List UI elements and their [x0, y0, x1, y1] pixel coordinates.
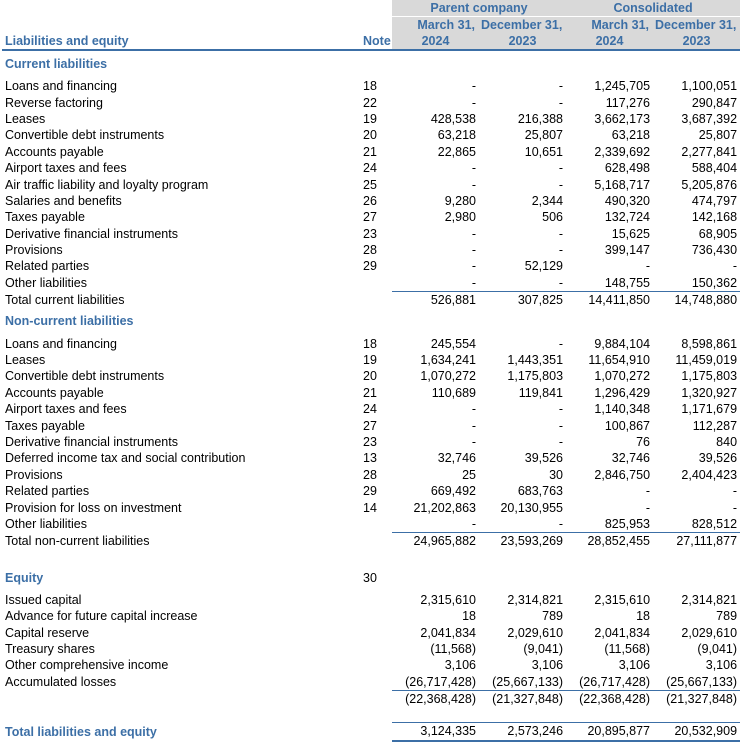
row-value: 2,315,610: [594, 592, 651, 607]
row-note: 24: [363, 161, 377, 176]
row-label: Accounts payable: [5, 144, 104, 159]
table-row: [2, 144, 740, 160]
current-liabilities-header: [2, 50, 740, 78]
row-value: -: [392, 516, 479, 533]
table-row: [2, 385, 740, 401]
col2-header: December 31,: [479, 17, 566, 34]
row-note: 18: [363, 336, 377, 351]
row-value: 490,320: [604, 193, 651, 208]
row-value: 2,029,610: [681, 625, 738, 640]
row-value: 76: [636, 435, 651, 449]
row-note: 28: [363, 467, 377, 482]
table-row: [2, 226, 740, 242]
table-title: Liabilities and equity: [2, 33, 357, 50]
row-value: 3,106: [531, 658, 564, 673]
row-value: 142,168: [691, 210, 738, 225]
row-label: Deferred income tax and social contribution: [5, 451, 246, 466]
row-value: 25: [462, 467, 476, 482]
col1-header: March 31,: [392, 17, 479, 34]
total-value: 28,852,455: [587, 534, 651, 549]
row-value: -: [645, 484, 651, 499]
row-value: 10,651: [524, 144, 564, 159]
row-value: 736,430: [691, 243, 738, 258]
table-row: [2, 94, 740, 110]
row-value: 9,884,104: [594, 336, 651, 351]
row-label: Other comprehensive income: [5, 658, 169, 673]
row-label: Accumulated losses: [5, 674, 117, 689]
row-note: 23: [363, 226, 377, 241]
row-value: 68,905: [698, 226, 738, 241]
table-row: [2, 78, 740, 94]
row-value: -: [471, 435, 476, 449]
table-row: [2, 417, 740, 433]
row-label: Provisions: [5, 243, 63, 258]
row-value: 18: [462, 609, 476, 624]
row-value: 22,865: [437, 144, 476, 159]
parent-company-header: Parent company: [392, 0, 566, 17]
row-value: 3,106: [705, 658, 738, 673]
row-value: -: [558, 161, 564, 176]
table-row: [2, 160, 740, 176]
row-value: 789: [542, 609, 564, 624]
col1-year: 2024: [392, 33, 479, 50]
table-row: [2, 242, 740, 258]
row-value: -: [558, 418, 564, 433]
row-value: 1,100,051: [681, 79, 738, 94]
row-value: 1,443,351: [507, 353, 564, 368]
row-value: 840: [716, 435, 738, 449]
row-value: -: [558, 226, 564, 241]
row-value: 1,070,272: [420, 369, 476, 384]
row-value: 21,202,863: [413, 500, 476, 515]
table-row: [2, 592, 740, 608]
row-value: 32,746: [437, 451, 476, 466]
row-value: 1,140,348: [594, 402, 651, 417]
table-row: [2, 450, 740, 466]
row-note: [357, 275, 392, 292]
row-label: Convertible debt instruments: [5, 128, 165, 143]
row-label: Capital reserve: [5, 625, 90, 640]
row-value: 39,526: [524, 451, 564, 466]
row-note: [357, 674, 392, 691]
row-value: 1,296,429: [594, 385, 651, 400]
section-title: Non-current liabilities: [5, 314, 134, 329]
table-row: [2, 624, 740, 640]
row-value: 112,287: [692, 418, 738, 433]
section-note: 30: [363, 571, 377, 586]
header-year-row: [2, 33, 740, 50]
row-label: Convertible debt instruments: [5, 369, 165, 384]
row-value: 2,314,821: [681, 592, 738, 607]
row-value: 25,807: [524, 128, 564, 143]
table-row: [2, 608, 740, 624]
row-value: 245,554: [430, 336, 476, 351]
row-note: [357, 608, 392, 624]
consolidated-header: Consolidated: [566, 0, 740, 17]
row-value: -: [471, 161, 476, 176]
row-note: [357, 624, 392, 640]
row-label: Airport taxes and fees: [5, 161, 127, 176]
row-label: Loans and financing: [5, 336, 117, 351]
noncurrent-liabilities-header: [2, 308, 740, 335]
row-value: 789: [716, 609, 738, 624]
total-label: Total liabilities and equity: [5, 724, 157, 739]
table-row: [2, 641, 740, 657]
row-value: -: [392, 275, 479, 292]
balance-sheet-table: [2, 0, 740, 742]
col2-year: 2023: [479, 33, 566, 50]
row-label: Taxes payable: [5, 418, 85, 433]
section-title: Current liabilities: [5, 57, 108, 71]
table-row: [2, 434, 740, 450]
row-value: -: [732, 484, 738, 499]
row-value: 150,362: [653, 275, 740, 292]
row-label: Other liabilities: [5, 276, 87, 291]
row-label: Provision for loss on investment: [5, 500, 182, 515]
total-label: [2, 690, 357, 707]
row-label: Related parties: [5, 484, 90, 499]
row-value: (9,041): [523, 641, 564, 656]
section-note: [357, 50, 392, 78]
row-value: 2,846,750: [594, 467, 651, 482]
row-label: Issued capital: [5, 592, 82, 607]
total-row: [2, 292, 740, 309]
row-note: 22: [363, 95, 377, 110]
total-value: 14,411,850: [588, 293, 651, 308]
row-note: 20: [363, 369, 377, 384]
total-value: 24,965,882: [413, 534, 476, 549]
row-value: -: [558, 243, 564, 258]
row-label: Accounts payable: [5, 385, 104, 400]
row-label: Other liabilities: [5, 517, 87, 532]
row-value: 39,526: [698, 451, 738, 466]
row-value: 216,388: [517, 111, 564, 126]
header-group-row: [2, 0, 740, 17]
row-value: 2,404,423: [681, 467, 738, 482]
row-value: -: [479, 516, 566, 533]
row-note: [357, 657, 392, 673]
col4-header: December 31,: [653, 17, 740, 34]
row-value: (9,041): [697, 641, 738, 656]
row-label: Airport taxes and fees: [5, 402, 127, 417]
row-note: 26: [363, 193, 377, 208]
row-value: 1,245,705: [594, 79, 651, 94]
row-value: 1,070,272: [594, 369, 651, 384]
table-row: [2, 499, 740, 515]
row-value: -: [471, 226, 476, 241]
col4-year: 2023: [653, 33, 740, 50]
row-value: (25,667,133): [653, 674, 740, 691]
row-note: 29: [363, 484, 377, 499]
table-row: [2, 193, 740, 209]
total-value: 23,593,269: [500, 534, 564, 549]
row-value: 2,315,610: [420, 592, 476, 607]
row-note: 20: [363, 128, 377, 143]
row-value: 1,320,927: [681, 385, 738, 400]
total-value: (22,368,428): [579, 692, 651, 707]
note-header: Note: [357, 33, 392, 50]
total-value: 526,881: [430, 293, 476, 308]
table-row: [2, 516, 740, 533]
table-row: [2, 657, 740, 673]
row-value: 25,807: [698, 128, 738, 143]
row-note: 19: [363, 353, 377, 368]
row-label: Air traffic liability and loyalty program: [5, 177, 209, 192]
row-value: 132,724: [604, 210, 651, 225]
table-row: [2, 258, 740, 274]
row-value: 2,041,834: [420, 625, 476, 640]
total-value: 20,532,909: [653, 723, 740, 741]
row-note: 24: [363, 402, 377, 417]
row-value: 399,147: [604, 243, 651, 258]
row-value: 290,847: [691, 95, 738, 110]
row-value: -: [732, 259, 738, 274]
col3-header: March 31,: [566, 17, 653, 34]
row-value: 2,344: [531, 193, 564, 208]
row-value: 3,106: [618, 658, 651, 673]
row-value: 3,662,173: [594, 111, 651, 126]
total-row: [2, 690, 740, 707]
row-value: 2,029,610: [507, 625, 564, 640]
row-label: Treasury shares: [5, 641, 95, 656]
row-value: 52,129: [524, 259, 564, 274]
row-value: 3,687,392: [681, 111, 738, 126]
row-value: 474,797: [691, 193, 738, 208]
total-value: 14,748,880: [674, 293, 738, 308]
table-row: [2, 674, 740, 691]
row-value: (11,568): [604, 641, 651, 656]
row-label: Advance for future capital increase: [5, 609, 198, 624]
row-value: 30: [549, 467, 564, 482]
section-note: [357, 308, 392, 335]
row-value: -: [558, 95, 564, 110]
table-row: [2, 467, 740, 483]
row-value: 18: [636, 609, 651, 624]
table-row: [2, 275, 740, 292]
table-row: [2, 127, 740, 143]
row-label: Taxes payable: [5, 210, 85, 225]
row-value: 825,953: [566, 516, 653, 533]
row-value: 8,598,861: [681, 336, 738, 351]
row-value: 2,339,692: [594, 144, 651, 159]
row-value: 9,280: [444, 193, 476, 208]
row-note: 18: [363, 79, 377, 94]
row-note: 29: [363, 259, 377, 274]
table-row: [2, 352, 740, 368]
row-value: 15,625: [611, 226, 651, 241]
row-value: -: [558, 435, 564, 449]
row-note: [357, 516, 392, 533]
equity-header: [2, 565, 740, 592]
row-label: Leases: [5, 111, 46, 126]
row-note: 28: [363, 243, 377, 258]
row-value: 117,276: [605, 95, 651, 110]
row-value: 828,512: [653, 516, 740, 533]
row-value: 1,634,241: [420, 353, 476, 368]
row-label: Derivative financial instruments: [5, 435, 178, 449]
row-value: -: [471, 79, 476, 94]
total-value: 2,573,246: [479, 723, 566, 741]
row-value: 32,746: [611, 451, 651, 466]
row-value: 669,492: [430, 484, 476, 499]
total-label: Total non-current liabilities: [5, 534, 150, 549]
row-value: 20,130,955: [500, 500, 564, 515]
table-row: [2, 111, 740, 127]
row-note: 21: [363, 385, 377, 400]
row-value: 3,106: [444, 658, 476, 673]
row-value: -: [471, 418, 476, 433]
row-value: (26,717,428): [566, 674, 653, 691]
row-value: -: [558, 177, 564, 192]
row-value: 2,277,841: [681, 144, 738, 159]
row-value: -: [732, 500, 738, 515]
row-value: -: [471, 243, 476, 258]
row-note: 21: [363, 144, 377, 159]
table-row: [2, 401, 740, 417]
row-value: 2,041,834: [594, 625, 651, 640]
row-value: -: [558, 336, 564, 351]
total-value: (22,368,428): [405, 692, 476, 707]
row-label: Loans and financing: [5, 79, 117, 94]
row-label: Salaries and benefits: [5, 193, 122, 208]
row-note: 23: [363, 435, 377, 449]
row-value: 1,175,803: [681, 369, 738, 384]
row-note: 13: [363, 451, 377, 466]
row-value: -: [471, 259, 476, 274]
total-value: 307,825: [517, 293, 564, 308]
row-label: Related parties: [5, 259, 90, 274]
row-label: Reverse factoring: [5, 95, 103, 110]
row-value: 1,171,679: [681, 402, 738, 417]
table-row: [2, 209, 740, 225]
row-value: -: [558, 402, 564, 417]
row-note: 27: [363, 418, 377, 433]
row-value: 2,980: [444, 210, 476, 225]
row-label: Provisions: [5, 467, 63, 482]
section-title: Equity: [5, 570, 44, 585]
row-value: -: [558, 79, 564, 94]
total-row: [2, 533, 740, 550]
total-row: [2, 723, 740, 741]
row-value: 5,205,876: [681, 177, 738, 192]
table-row: [2, 368, 740, 384]
col3-year: 2024: [566, 33, 653, 50]
row-value: -: [471, 177, 476, 192]
row-note: 25: [363, 177, 377, 192]
row-value: 2,314,821: [507, 592, 564, 607]
row-value: 588,404: [691, 161, 738, 176]
total-value: (21,327,848): [492, 692, 564, 707]
row-label: Leases: [5, 353, 46, 368]
row-value: 63,218: [611, 128, 651, 143]
row-label: Derivative financial instruments: [5, 226, 178, 241]
total-value: (21,327,848): [666, 692, 738, 707]
header-date-row: [2, 17, 740, 34]
row-note: 19: [363, 111, 377, 126]
row-value: (25,667,133): [479, 674, 566, 691]
row-value: 100,867: [604, 418, 651, 433]
row-value: 110,689: [431, 385, 476, 400]
row-value: 63,218: [437, 128, 476, 143]
table-row: [2, 483, 740, 499]
row-value: -: [471, 95, 476, 110]
row-value: 119,841: [518, 385, 564, 400]
row-note: 27: [363, 210, 377, 225]
table-row: [2, 176, 740, 192]
row-value: 11,459,019: [675, 353, 738, 368]
row-value: 428,538: [430, 111, 476, 126]
row-value: 5,168,717: [594, 177, 651, 192]
row-note: [357, 641, 392, 657]
row-value: 1,175,803: [507, 369, 564, 384]
row-value: -: [645, 259, 651, 274]
row-value: -: [479, 275, 566, 292]
row-value: -: [471, 402, 476, 417]
row-value: 506: [542, 210, 564, 225]
total-value: 27,111,877: [676, 534, 738, 549]
total-value: 3,124,335: [392, 723, 479, 741]
row-value: (11,568): [430, 641, 476, 656]
row-value: 683,763: [517, 484, 564, 499]
row-value: (26,717,428): [392, 674, 479, 691]
table-row: [2, 335, 740, 351]
row-value: 11,654,910: [588, 353, 651, 368]
total-value: 20,895,877: [566, 723, 653, 741]
row-value: 628,498: [604, 161, 651, 176]
row-value: -: [645, 500, 651, 515]
row-value: 148,755: [566, 275, 653, 292]
total-label: Total current liabilities: [5, 293, 125, 308]
row-note: [357, 592, 392, 608]
row-note: 14: [363, 500, 377, 515]
